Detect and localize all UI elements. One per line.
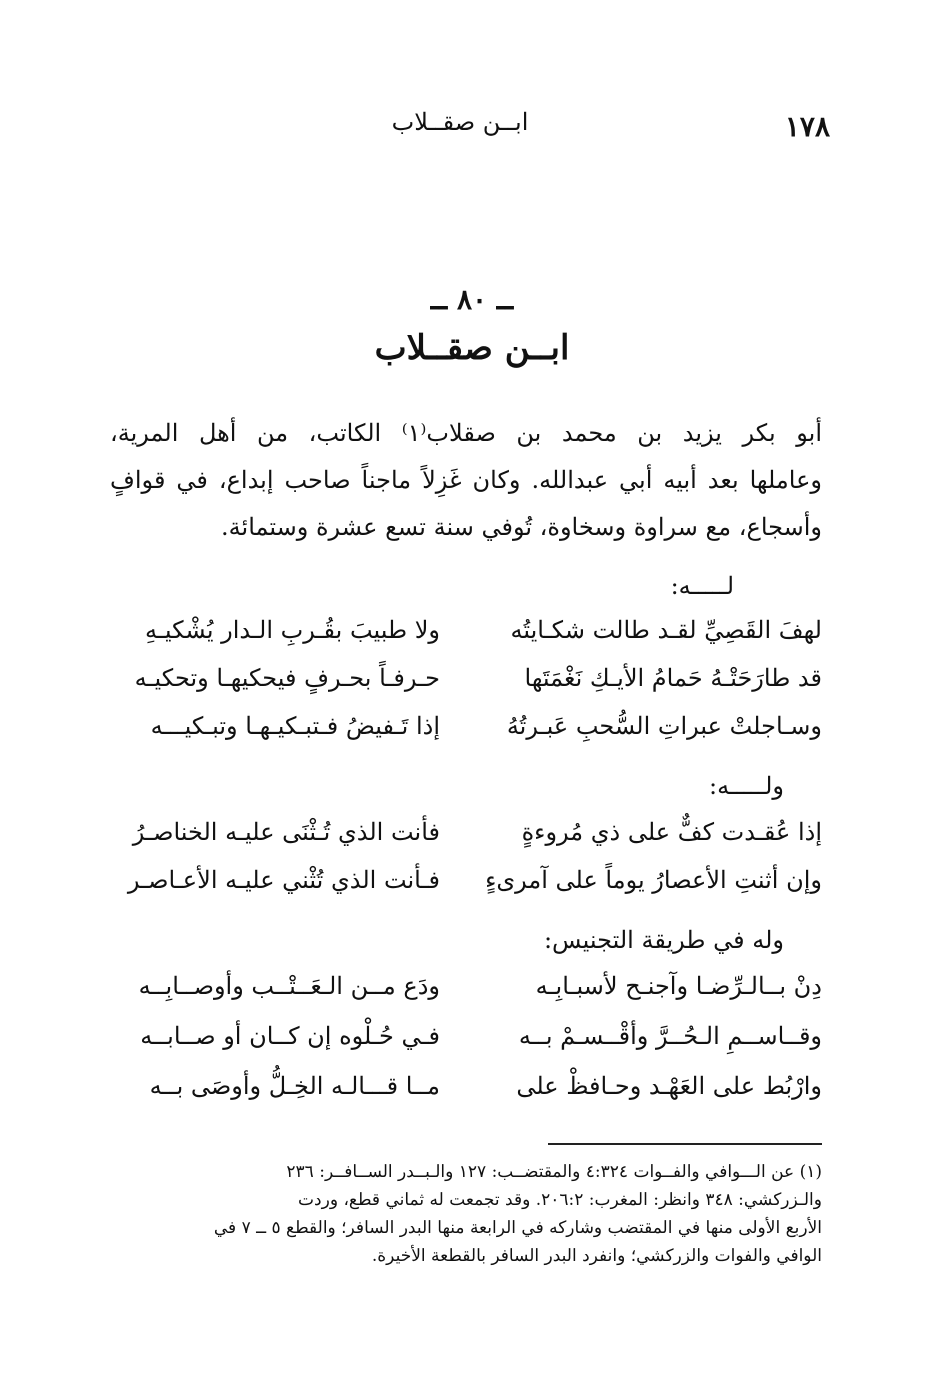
- verse-second-hemistich: حـرفـاً بحـرفٍ فيحكيهـا وتحكيـه: [134, 664, 440, 692]
- verse-line: [110, 1072, 822, 1116]
- footnote-line: والـزركشي: ٣٤٨ وانظر: المغرب: ٢٠٦:٢. وقد تجمعت له ثماني قطع، وردت: [298, 1190, 822, 1210]
- verse-first-hemistich: لهفَ القَصِيِّ لقـد طالت شكـايتُه: [510, 616, 822, 644]
- footnote-separator: [548, 1143, 822, 1145]
- verse-line: [110, 1022, 822, 1066]
- page-number: ١٧٨: [784, 110, 830, 143]
- verse-line: [110, 664, 822, 708]
- verse-second-hemistich: مــا قـــالـه الخِـلُّ وأوصَى بــه: [149, 1072, 440, 1100]
- verse-second-hemistich: فـأنت الذي تُثْني عليـه الأعـاصـر: [127, 866, 440, 894]
- verse-first-hemistich: وقــاســمِ الـحُــرَّ وأقْــسـمْ بــه: [518, 1022, 822, 1050]
- chapter-title: ابــن صقــلاب: [374, 328, 570, 368]
- verse-line: [110, 712, 822, 756]
- verse-line: [110, 972, 822, 1016]
- biography-line: وعاملها بعد أبيه أبي عبدالله. وكان غَزِلاً ماجناً صاحب إبداع، في قوافٍ: [110, 466, 822, 494]
- verse-second-hemistich: إذا تَـفيضُ فـتبـكيـهـا وتبـكيـــه: [150, 712, 440, 740]
- verse-second-hemistich: ودَع مــن الـعَــتْــب وأوصــابِــه: [138, 972, 440, 1000]
- poem-intro: ولـــــه:: [708, 772, 784, 800]
- chapter-number: ــ ٨٠ ــ: [430, 283, 514, 316]
- verse-first-hemistich: وإن أثنتِ الأعصارُ يوماً على آمرىءٍ: [485, 866, 822, 894]
- verse-first-hemistich: قد طارَحَتْـهُ حَمامُ الأيـكِ نَغْمَتَها: [524, 664, 822, 692]
- poem-intro: لـــــه:: [670, 572, 734, 600]
- verse-first-hemistich: إذا عُقـدت كفٌّ على ذي مُروءةٍ: [521, 818, 822, 846]
- verse-first-hemistich: وسـاجلتْ عبراتِ السُّحبِ عَبـرتُهُ: [506, 712, 822, 740]
- verse-line: [110, 818, 822, 862]
- verse-line: [110, 866, 822, 910]
- verse-first-hemistich: دِنْ بــالـرِّضـا وآجنـح لأسبـابِـه: [535, 972, 822, 1000]
- poem-intro: وله في طريقة التجنيس:: [543, 926, 784, 954]
- footnote-line: (١) عن الـــوافي والفــوات ٤:٣٢٤ والمقتضــب: ١٢٧ والـبــدر الســافــر: ٢٣٦: [286, 1162, 822, 1182]
- biography-paragraph: [110, 410, 822, 551]
- verse-second-hemistich: فـي حُـلْوه إن كــان أو صــابــه: [140, 1022, 440, 1050]
- footnotes: [118, 1158, 822, 1270]
- footnote-line: الوافي والفوات والزركشي؛ وانفرد البدر السافر بالقطعة الأخيرة.: [371, 1246, 822, 1266]
- verse-first-hemistich: وارْبُط على العَهْـد وحـافظْ على: [516, 1072, 822, 1100]
- running-head-title: ابــن صقــلاب: [391, 108, 529, 136]
- biography-line: وأسجاع، مع سراوة وسخاوة، تُوفي سنة تسع عشرة وستمائة.: [221, 513, 822, 541]
- verse-second-hemistich: فأنت الذي تُـثْنَى عليـه الخناصـرُ: [132, 818, 440, 846]
- biography-line: أبو بكر يزيد بن محمد بن صقلاب⁽١⁾ الكاتب، من أهل المرية،: [110, 419, 822, 447]
- verse-line: [110, 616, 822, 660]
- footnote-line: الأربع الأولى منها في المقتضب وشاركه في الرابعة منها البدر السافر؛ والقطع ٥ ــ ٧ في: [213, 1218, 822, 1238]
- verse-second-hemistich: ولا طبيبَ بقُـربِ الـدار يُشْكيـهِ: [145, 616, 440, 644]
